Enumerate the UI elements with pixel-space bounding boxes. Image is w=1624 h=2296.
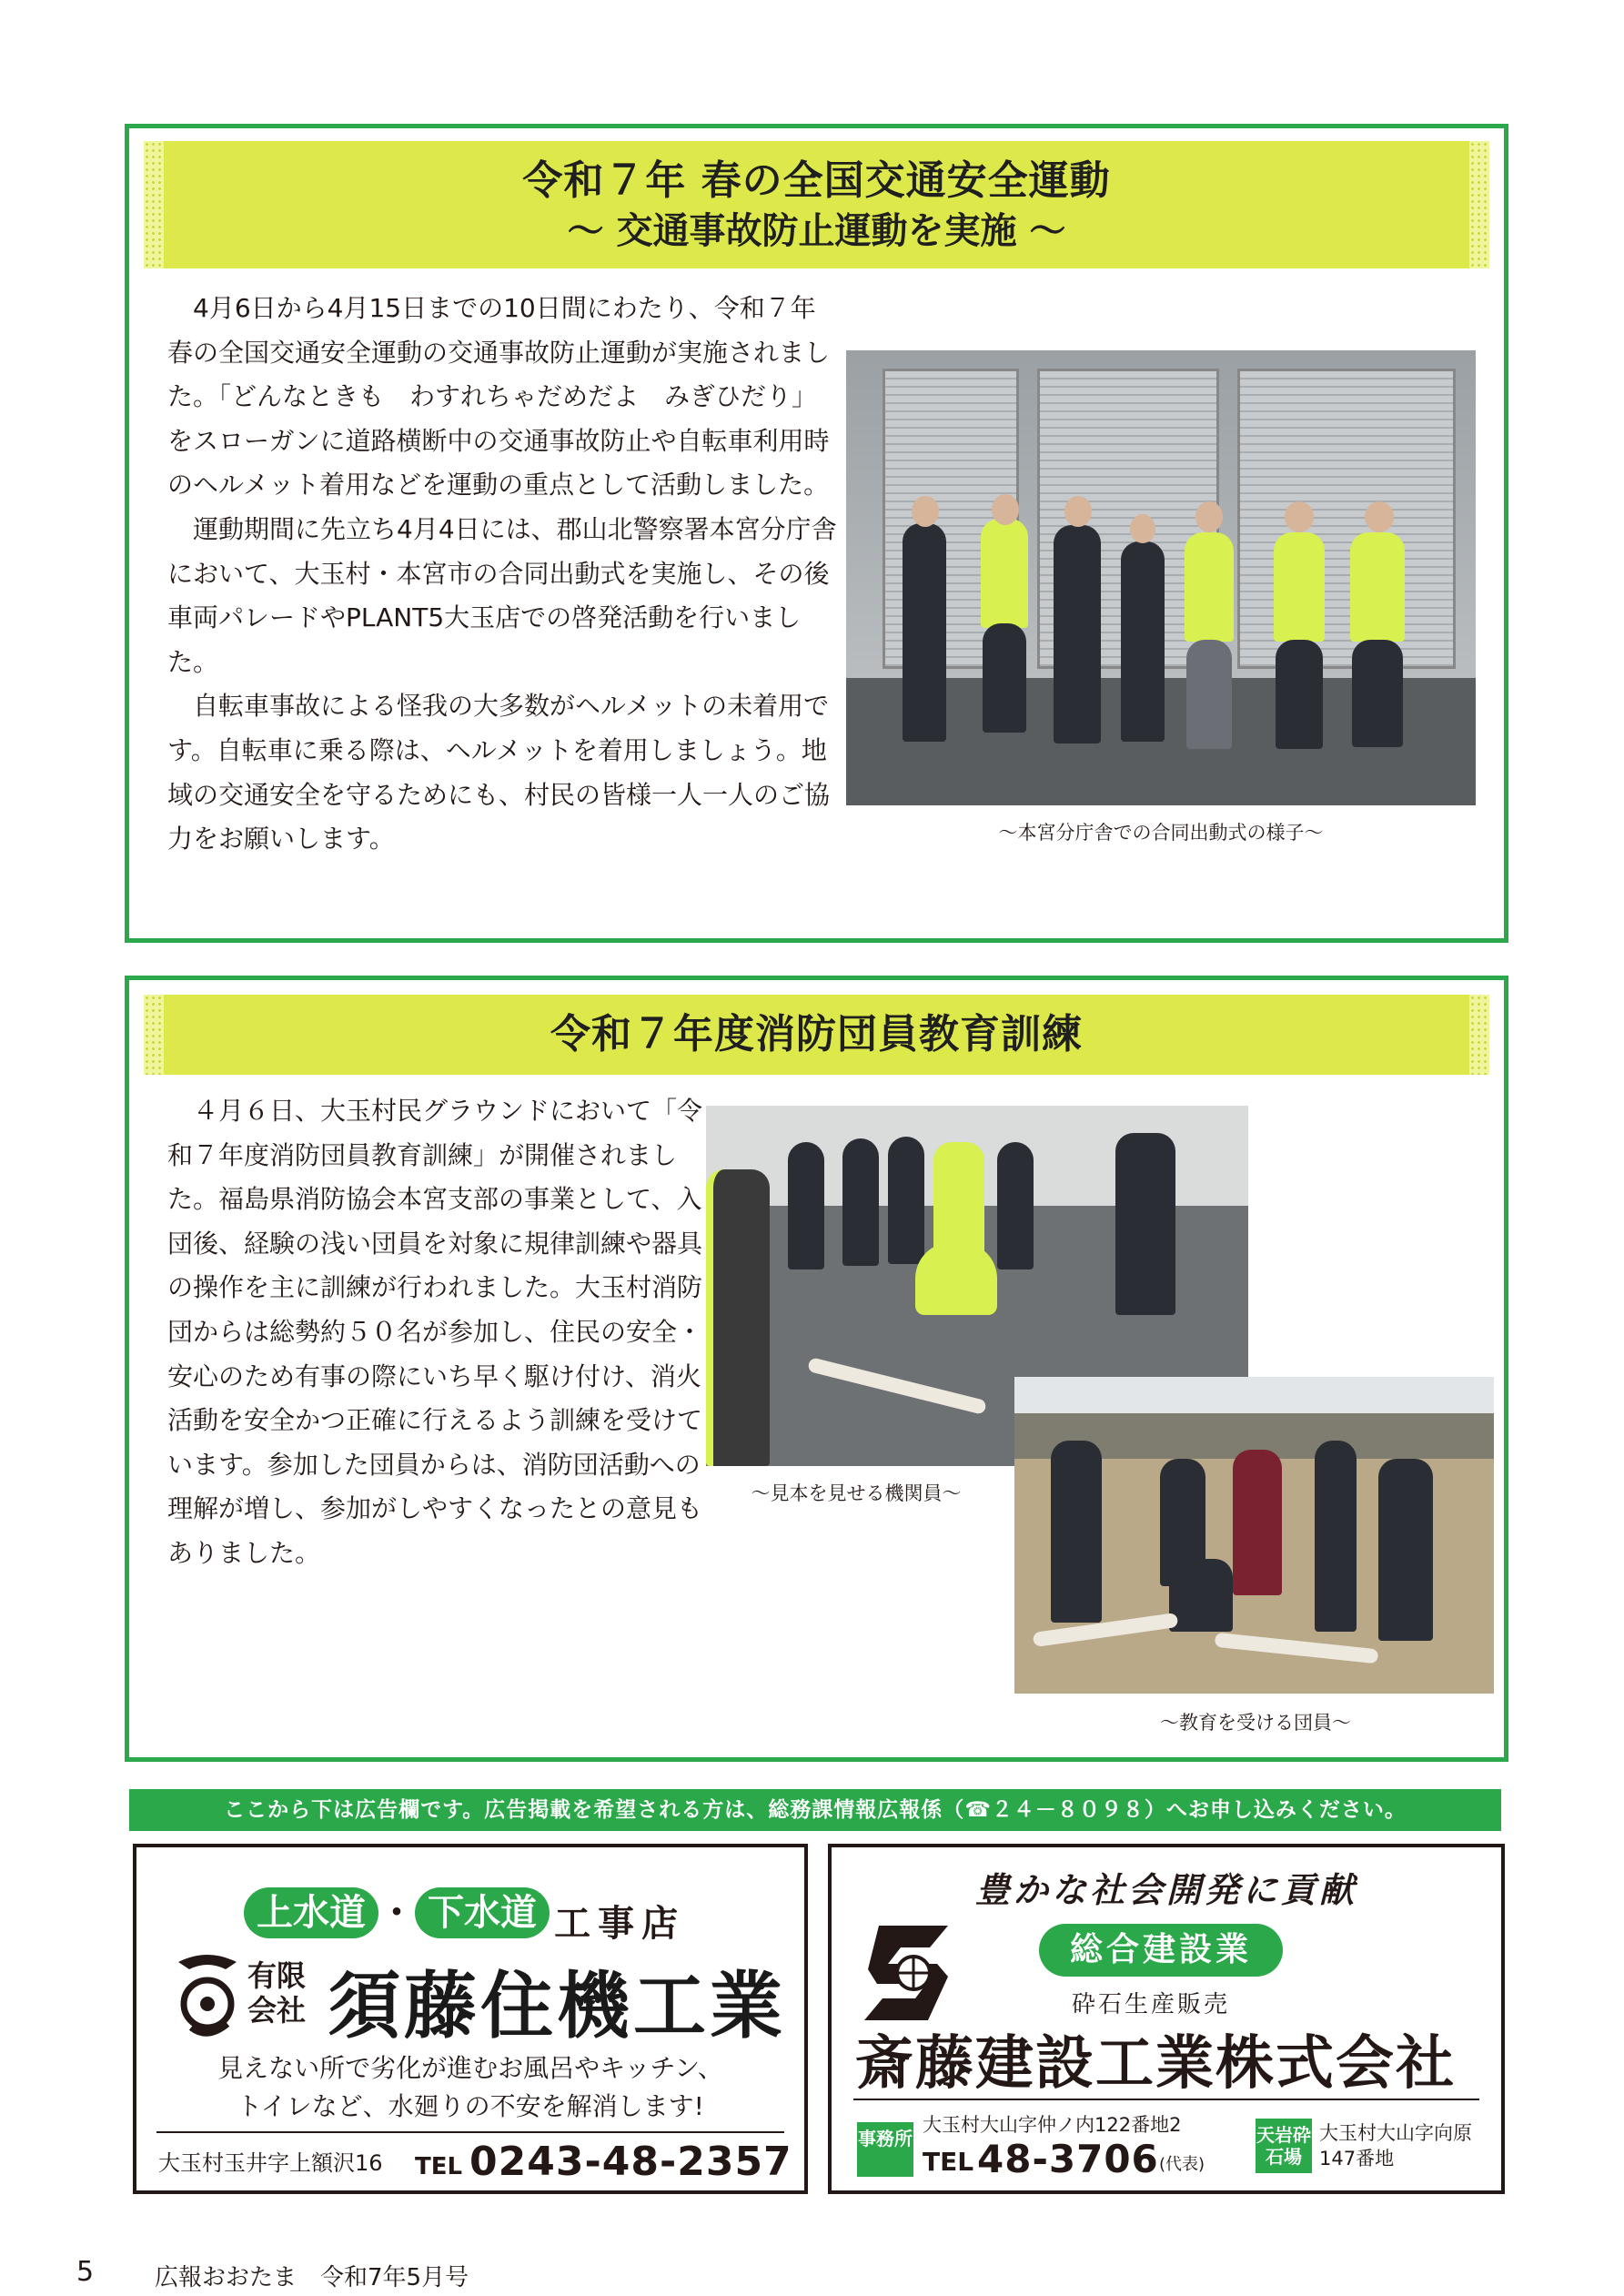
- photo-caption: ～見本を見せる機関員～: [751, 1482, 962, 1504]
- quarry-tag: 天岩砕石場: [1256, 2119, 1312, 2173]
- paragraph: 4月6日から4月15日までの10日間にわたり、令和７年春の全国交通安全運動の交通事故防止運動が実施されました。「どんなときも わすれちゃだめだよ みぎひだり」をスローガンに道路横断中の交通事故防止や自転車利用時のヘルメット着用などを運動の重点として活動しました。: [167, 293, 831, 501]
- fire-brigade-section: [125, 976, 1508, 1762]
- traffic-safety-section: [125, 124, 1508, 943]
- tel-label: TEL: [923, 2147, 974, 2177]
- section-subtitle: ～ 交通事故防止運動を実施 ～: [567, 210, 1066, 252]
- divider: [853, 2099, 1479, 2100]
- article-body: [167, 287, 841, 862]
- description-line: 見えない所で劣化が進むお風呂やキッチン、: [217, 2053, 723, 2083]
- saito-kensetsu-ad: [828, 1844, 1505, 2194]
- ad-slogan: 豊かな社会開発に貢献: [974, 1869, 1357, 1910]
- company-logo-icon: [171, 1949, 244, 2044]
- section-title-band: [144, 995, 1489, 1075]
- ad-subtitle: 砕石生産販売: [1072, 1991, 1231, 2018]
- contractor-label: 工事店: [554, 1903, 686, 1945]
- company-address: 大玉村玉井字上額沢16: [158, 2150, 383, 2176]
- separator: ・: [378, 1892, 415, 1934]
- photo-caption: ～教育を受ける団員～: [1160, 1712, 1351, 1734]
- paragraph: ４月６日、大玉村民グラウンドにおいて「令和７年度消防団員教育訓練」が開催されました。福島県消防協会本宮支部の事業として、入団後、経験の浅い団員を対象に規律訓練や器具の操作を主に訓練が行われました。大玉村消防団からは総勢約５０名が参加し、住民の安全・安心のため有事の際にいち早く駆け付け、消火活動を安全かつ正確に行えるよう訓練を受けています。参加した団員からは、消防団活動への理解が増し、参加がしやすくなったとの意見もありました。: [167, 1096, 703, 1568]
- office-address: 大玉村大山字仲ノ内122番地2: [923, 2114, 1182, 2136]
- tel-label: TEL: [415, 2153, 463, 2180]
- ad-section-banner: ここから下は広告欄です。広告掲載を希望される方は、総務課情報広報係（☎２４－８０９８）へお申し込みください。: [129, 1789, 1501, 1831]
- divider: [156, 2131, 784, 2133]
- photo-caption: ～本宮分庁舎での合同出動式の様子～: [998, 822, 1324, 844]
- company-type: 有限会社: [247, 1958, 307, 2028]
- publication-name: 広報おおたま 令和7年5月号: [155, 2264, 469, 2291]
- sudo-jyuki-ad: [133, 1844, 808, 2194]
- phone-number: 48-3706: [977, 2137, 1159, 2181]
- paragraph: 自転車事故による怪我の大多数がヘルメットの未着用です。自転車に乗る際は、ヘルメットを着用しましょう。地域の交通安全を守るためにも、村民の皆様一人一人のご協力をお願いします。: [167, 691, 831, 855]
- office-tag: 事務所: [857, 2122, 913, 2177]
- water-supply-pill: 上水道: [244, 1887, 378, 1938]
- phone-note: (代表): [1159, 2155, 1205, 2174]
- company-logo-icon: [861, 1920, 961, 2026]
- section-title: 令和７年 春の全国交通安全運動: [522, 157, 1111, 204]
- page-number: 5: [76, 2256, 95, 2288]
- phone-number: 0243-48-2357: [469, 2139, 792, 2185]
- ad-description: [136, 2049, 804, 2126]
- company-name: 斎藤建設工業株式会社: [855, 2029, 1456, 2098]
- section-title-band: [144, 141, 1489, 268]
- paragraph: 運動期間に先立ち4月4日には、郡山北警察署本宮分庁舎において、大玉村・本宮市の合同出動式を実施し、その後車両パレードやPLANT5大玉店での啓発活動を行いました。: [167, 513, 837, 677]
- quarry-address: 大玉村大山字向原147番地: [1319, 2122, 1472, 2170]
- company-name: 須藤住機工業: [328, 1963, 786, 2048]
- description-line: トイレなど、水廻りの不安を解消します!: [237, 2091, 704, 2121]
- sewer-pill: 下水道: [415, 1887, 550, 1938]
- article-body: [167, 1089, 713, 1576]
- section-title: 令和７年度消防団員教育訓練: [550, 1011, 1083, 1057]
- ad-heading: [244, 1884, 685, 1947]
- general-construction-pill: 総合建設業: [1039, 1924, 1283, 1977]
- ceremony-photo: [846, 350, 1476, 805]
- training-photo: [1014, 1377, 1494, 1694]
